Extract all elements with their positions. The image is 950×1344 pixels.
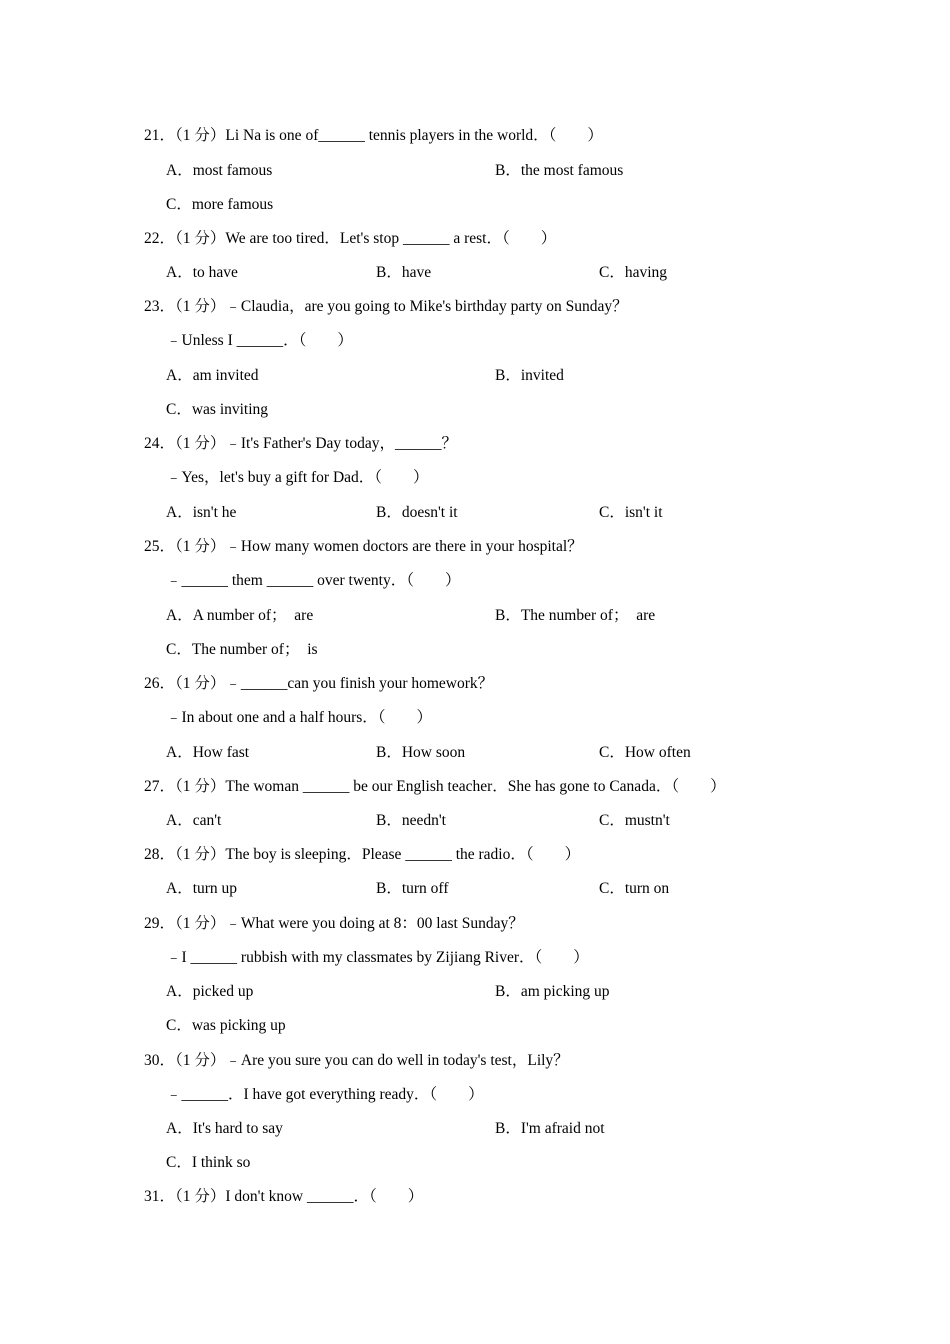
- question-26-option-b[interactable]: B．How soon: [376, 744, 466, 761]
- question-28-option-c[interactable]: C．turn on: [599, 880, 670, 897]
- question-27-option-a[interactable]: A．can't: [166, 812, 222, 829]
- question-29-option-a[interactable]: A．picked up: [166, 983, 254, 1000]
- question-28-stem: 28．（1 分）The boy is sleeping．Please ______ the radio．（ ）: [144, 846, 581, 863]
- question-24-option-c[interactable]: C．isn't it: [599, 504, 663, 521]
- question-22-option-c[interactable]: C．having: [599, 264, 668, 281]
- question-29-dialogue: ﹣I ______ rubbish with my classmates by Zijiang River．（ ）: [166, 949, 589, 966]
- question-26-option-a[interactable]: A．How fast: [166, 744, 250, 761]
- question-30-option-a[interactable]: A．It's hard to say: [166, 1120, 283, 1137]
- question-21-option-c[interactable]: C．more famous: [166, 196, 274, 213]
- question-30-option-c[interactable]: C．I think so: [166, 1154, 251, 1171]
- question-26-dialogue: ﹣In about one and a half hours．（ ）: [166, 709, 433, 726]
- question-25-stem: 25．（1 分）﹣How many women doctors are there in your hospital？: [144, 538, 583, 555]
- question-28-option-a[interactable]: A．turn up: [166, 880, 238, 897]
- question-24-dialogue: ﹣Yes，let's buy a gift for Dad．（ ）: [166, 469, 429, 486]
- question-25-option-c[interactable]: C．The number of； is: [166, 641, 318, 658]
- question-25-option-b[interactable]: B．The number of； are: [495, 607, 656, 624]
- question-22-option-a[interactable]: A．to have: [166, 264, 238, 281]
- question-21-stem: 21．（1 分）Li Na is one of______ tennis players in the world．（ ）: [144, 127, 603, 144]
- question-23-dialogue: ﹣Unless I ______．（ ）: [166, 332, 353, 349]
- question-23-option-b[interactable]: B．invited: [495, 367, 564, 384]
- question-27-option-c[interactable]: C．mustn't: [599, 812, 670, 829]
- question-26-option-c[interactable]: C．How often: [599, 744, 691, 761]
- question-23-option-a[interactable]: A．am invited: [166, 367, 259, 384]
- question-27-option-b[interactable]: B．needn't: [376, 812, 446, 829]
- question-23-stem: 23．（1 分）﹣Claudia，are you going to Mike's birthday party on Sunday？: [144, 298, 628, 315]
- question-25-option-a[interactable]: A．A number of； are: [166, 607, 314, 624]
- question-27-stem: 27．（1 分）The woman ______ be our English teacher．She has gone to Canada．（ ）: [144, 778, 726, 795]
- question-29-stem: 29．（1 分）﹣What were you doing at 8：00 last Sunday？: [144, 915, 524, 932]
- question-29-option-c[interactable]: C．was picking up: [166, 1017, 286, 1034]
- question-23-option-c[interactable]: C．was inviting: [166, 401, 269, 418]
- question-31-stem: 31．（1 分）I don't know ______．（ ）: [144, 1188, 424, 1205]
- question-21-option-a[interactable]: A．most famous: [166, 162, 273, 179]
- question-24-stem: 24．（1 分）﹣It's Father's Day today，______？: [144, 435, 457, 452]
- question-22-option-b[interactable]: B．have: [376, 264, 432, 281]
- question-25-dialogue: ﹣______ them ______ over twenty．（ ）: [166, 572, 461, 589]
- question-22-stem: 22．（1 分）We are too tired．Let's stop ______ a rest．（ ）: [144, 230, 557, 247]
- question-21-option-b[interactable]: B．the most famous: [495, 162, 624, 179]
- question-29-option-b[interactable]: B．am picking up: [495, 983, 610, 1000]
- question-26-stem: 26．（1 分）﹣______can you finish your homework？: [144, 675, 494, 692]
- question-30-stem: 30．（1 分）﹣Are you sure you can do well in today's test，Lily？: [144, 1052, 569, 1069]
- question-28-option-b[interactable]: B．turn off: [376, 880, 449, 897]
- question-30-option-b[interactable]: B．I'm afraid not: [495, 1120, 605, 1137]
- question-24-option-b[interactable]: B．doesn't it: [376, 504, 458, 521]
- question-30-dialogue: ﹣______．I have got everything ready．（ ）: [166, 1086, 484, 1103]
- question-24-option-a[interactable]: A．isn't he: [166, 504, 237, 521]
